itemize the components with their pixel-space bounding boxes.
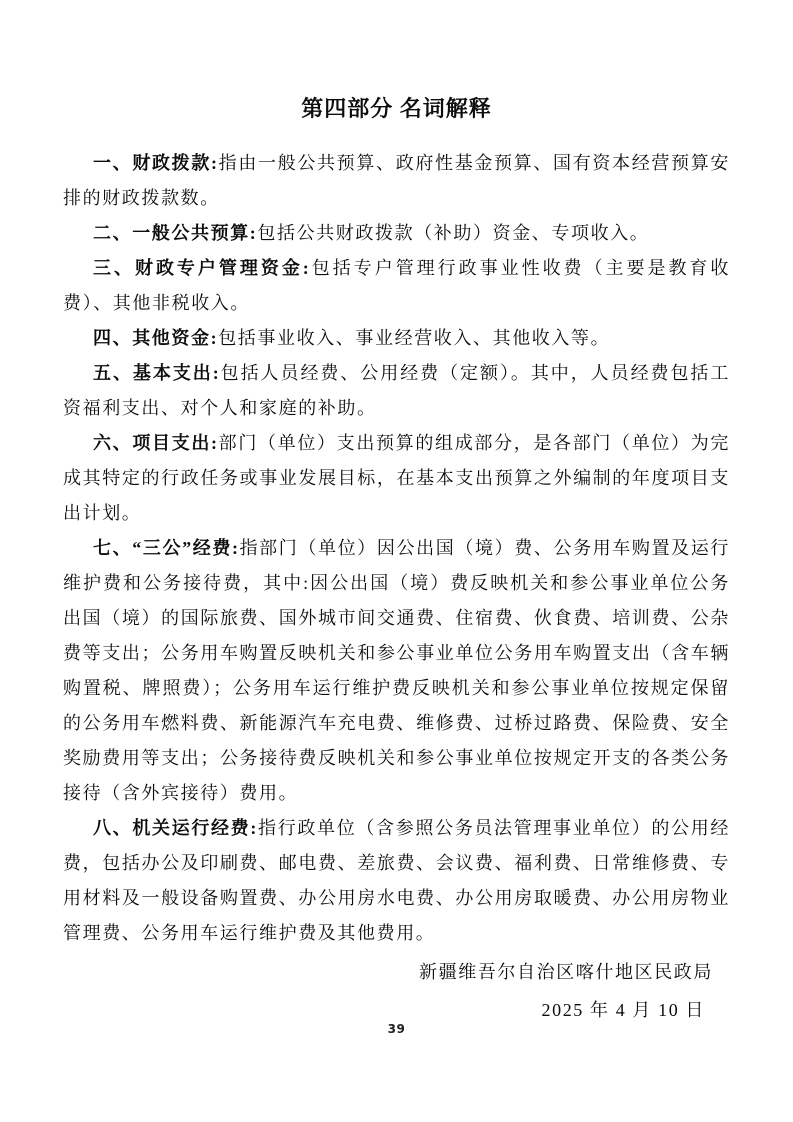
term-label: 二、一般公共预算: bbox=[93, 223, 258, 243]
term-label: 三、财政专户管理资金: bbox=[93, 258, 311, 278]
term-definition: 指由一般公共预算、政府性基金预算、国有资本经营预算安排的财政拨款数。 bbox=[63, 153, 730, 208]
definition-paragraph bbox=[63, 216, 730, 251]
term-definition: 包括公共财政拨款（补助）资金、专项收入。 bbox=[257, 223, 650, 243]
term-definition: 部门（单位）支出预算的组成部分，是各部门（单位）为完成其特定的行政任务或事业发展目标，在基本支出预算之外编制的年度项目支出计划。 bbox=[63, 433, 730, 523]
glossary-content bbox=[63, 146, 730, 951]
term-definition: 指行政单位（含参照公务员法管理事业单位）的公用经费，包括办公及印刷费、邮电费、差旅费、会议费、福利费、日常维修费、专用材料及一般设备购置费、办公用房水电费、办公用房取暖费、办公用房物业管理费、公务用车运行维护费及其他费用。 bbox=[63, 818, 730, 943]
term-label: 七、“三公”经费: bbox=[93, 538, 240, 558]
definition-paragraph bbox=[63, 321, 730, 356]
issuing-agency: 新疆维吾尔自治区喀什地区民政局 bbox=[419, 962, 713, 982]
term-label: 八、机关运行经费: bbox=[93, 818, 258, 838]
issue-date: 2025 年 4 月 10 日 bbox=[541, 1000, 705, 1020]
term-label: 一、财政拨款: bbox=[93, 153, 219, 173]
definition-paragraph bbox=[63, 146, 730, 216]
term-definition: 指部门（单位）因公出国（境）费、公务用车购置及运行维护费和公务接待费，其中:因公出国（境）费反映机关和参公事业单位公务出国（境）的国际旅费、国外城市间交通费、住宿费、伙食费、培训费、公杂费等支出；公务用车购置反映机关和参公事业单位公务用车购置支出（含车辆购置税、牌照费）；公务用车运行维护费反映机关和参公事业单位按规定保留的公务用车燃料费、新能源汽车充电费、维修费、过桥过路费、保险费、安全奖励费用等支出；公务接待费反映机关和参公事业单位按规定开支的各类公务接待（含外宾接待）费用。 bbox=[63, 538, 730, 803]
signature-block bbox=[63, 953, 730, 1029]
definition-paragraph bbox=[63, 531, 730, 811]
term-definition: 包括事业收入、事业经营收入、其他收入等。 bbox=[218, 328, 611, 348]
definition-paragraph bbox=[63, 811, 730, 951]
term-label: 六、项目支出: bbox=[93, 433, 219, 453]
term-definition: 包括人员经费、公用经费（定额）。其中，人员经费包括工资福利支出、对个人和家庭的补助。 bbox=[63, 363, 730, 418]
term-label: 四、其他资金: bbox=[93, 328, 219, 348]
term-label: 五、基本支出: bbox=[93, 363, 221, 383]
term-definition: 包括专户管理行政事业性收费（主要是教育收费）、其他非税收入。 bbox=[63, 258, 731, 313]
definition-paragraph bbox=[63, 426, 730, 531]
page-title: 第四部分 名词解释 bbox=[301, 96, 492, 121]
definition-paragraph bbox=[63, 251, 730, 321]
page-number: 39 bbox=[387, 1022, 406, 1036]
definition-paragraph bbox=[63, 356, 730, 426]
